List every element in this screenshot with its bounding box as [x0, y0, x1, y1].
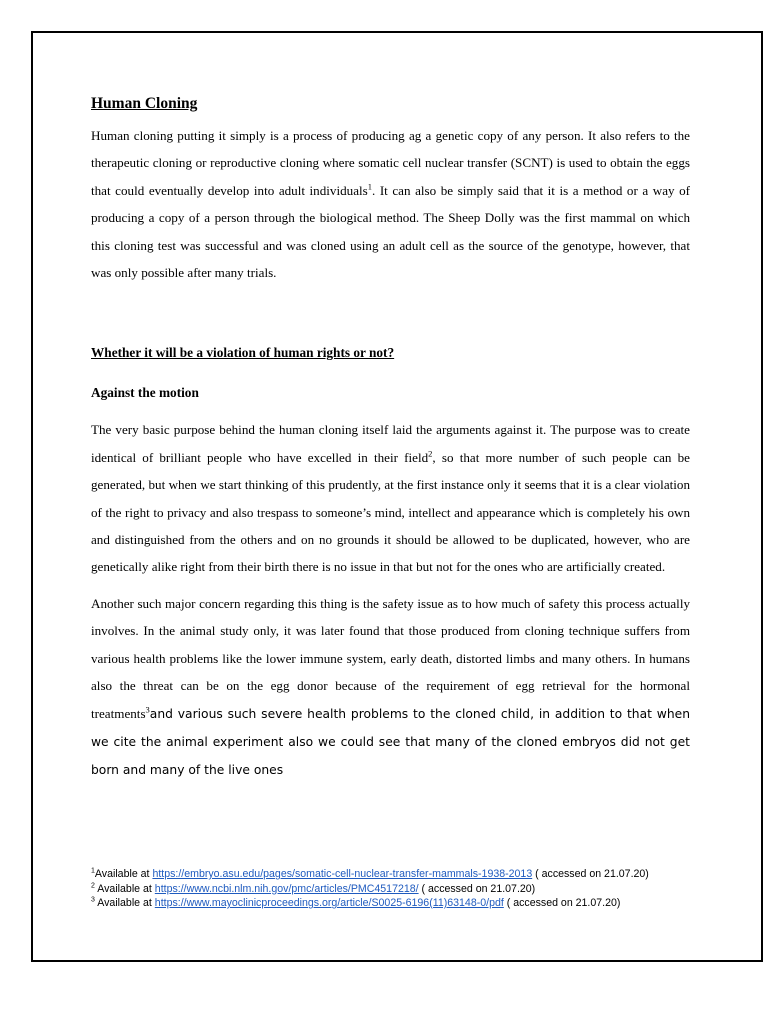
para3-text-2: and various such severe health problems to the cloned child, in addition to that when we cite the animal experiment also we could see that many of the cloned embryos did not get born and many of the live ones	[91, 706, 690, 778]
footnote-prefix: Available at	[94, 868, 153, 880]
footnotes	[91, 867, 691, 911]
footnote-number: 2	[91, 881, 95, 889]
footnote-number: 1	[91, 867, 95, 875]
footnote-suffix: ( accessed on 21.07.20)	[532, 868, 649, 880]
section-heading: Whether it will be a violation of human rights or not?	[91, 345, 395, 361]
para3-text-1: Another such major concern regarding this thing is the safety issue as to how much of safety this process actually involves. In the animal study only, it was later found that those produced from cloning technique suffers from various health problems like the lower immune system, early death, distorted limbs and many others. In humans also the threat can be on the egg donor because of the requirement of egg retrieval for the hormonal treatments	[91, 595, 690, 721]
footnote-ref-1[interactable]: 1	[367, 181, 372, 192]
footnote-suffix: ( accessed on 21.07.20)	[503, 897, 621, 909]
footnote-number: 3	[91, 896, 95, 904]
intro-paragraph	[91, 122, 690, 286]
paragraph-safety	[91, 590, 690, 785]
footnote-link-2[interactable]: https://www.ncbi.nlm.nih.gov/pmc/articles/PMC4517218/	[154, 882, 419, 895]
sub-heading: Against the motion	[91, 385, 199, 401]
footnote-prefix: Available at	[94, 897, 155, 909]
footnote-ref-3[interactable]: 3	[145, 704, 150, 715]
document-body	[91, 93, 690, 785]
footnote-link-1[interactable]: https://embryo.asu.edu/pages/somatic-cell-nuclear-transfer-mammals-1938-2013	[152, 868, 533, 880]
para2-text-2: , so that more number of such people can be generated, but when we start thinking of this prudently, at the first instance only it seems that it is a clear violation of the right to privacy and also trespass to someone’s mind, intellect and appearance which is completely his own and distinguished from the others and on no grounds it should be allowed to be duplicated, however, who are genetically alike right from their birth there is no issue in that but not for the ones who are artificially created.	[91, 449, 690, 575]
footnote-prefix: Available at	[94, 882, 155, 895]
footnote-3	[91, 896, 691, 911]
intro-text-2: . It can also be simply said that it is a method or a way of producing a copy of a person through the biological method. The Sheep Dolly was the first mammal on which this cloning test was successful and was cloned using an adult cell as the source of the genotype, however, that was only possible after many trials.	[91, 182, 691, 281]
footnote-suffix: ( accessed on 21.07.20)	[418, 882, 536, 895]
document-title: Human Cloning	[91, 95, 198, 112]
footnote-1	[91, 867, 691, 882]
footnote-2	[91, 882, 691, 897]
paragraph-purpose	[91, 416, 690, 580]
para2-text-1: The very basic purpose behind the human cloning itself laid the arguments against it. The purpose was to create identical of brilliant people who have excelled in their field	[91, 422, 690, 465]
footnote-link-3[interactable]: https://www.mayoclinicproceedings.org/article/S0025-6196(11)63148-0/pdf	[154, 897, 504, 909]
footnote-ref-2[interactable]: 2	[428, 448, 433, 459]
intro-text-1: Human cloning putting it simply is a process of producing ag a genetic copy of any person. It also refers to the therapeutic cloning or reproductive cloning where somatic cell nuclear transfer (SCNT) is used to obtain the eggs that could eventually develop into adult individuals	[91, 128, 690, 198]
